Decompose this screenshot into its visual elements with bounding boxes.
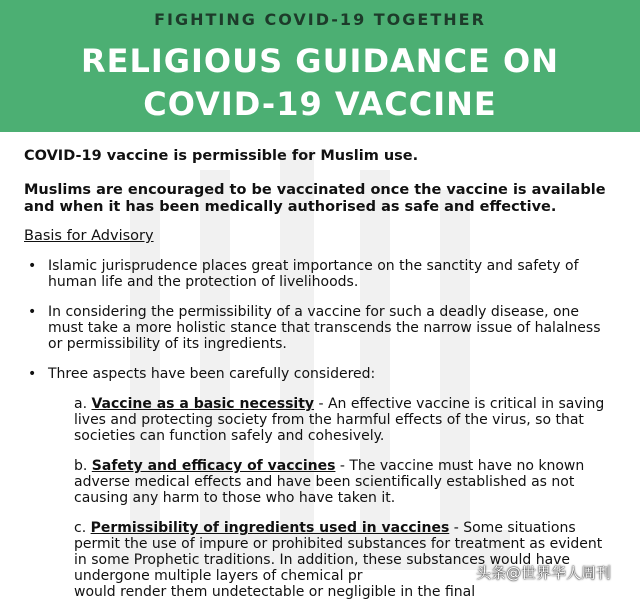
bullet-dot-icon: •: [28, 258, 37, 274]
watermark-text: 头条@世界华人周刊: [476, 564, 612, 582]
aspect-text-tail: would render them undetectable or negligible in the final: [74, 584, 476, 600]
aspect-heading: Vaccine as a basic necessity: [91, 396, 315, 412]
bullet-item: [24, 258, 614, 290]
intro-encouragement: Muslims are encouraged to be vaccinated once the vaccine is available and when it has been medically authorised as safe and effective.: [24, 182, 606, 215]
aspect-prefix: b.: [74, 458, 88, 474]
aspect-a: [74, 396, 614, 444]
bullet-item: [24, 304, 614, 352]
title-line-1: RELIGIOUS GUIDANCE ON: [80, 42, 560, 80]
header-banner: [0, 0, 640, 132]
bullet-text: Islamic jurisprudence places great importance on the sanctity and safety of human life and the protection of livelihoods.: [48, 258, 579, 290]
aspect-c: [74, 520, 614, 600]
basis-heading: Basis for Advisory: [24, 228, 154, 244]
aspect-heading: Permissibility of ingredients used in vaccines: [90, 520, 450, 536]
bullet-item: [24, 366, 614, 382]
bullet-text: In considering the permissibility of a vaccine for such a deadly disease, one must take a more holistic stance that transcends the narrow issue of halalness or permissibility of its ingredients.: [48, 304, 601, 352]
aspect-b: [74, 458, 614, 506]
aspect-prefix: a.: [74, 396, 88, 412]
aspect-prefix: c.: [74, 520, 87, 536]
aspect-text: - An effective vaccine is critical in saving lives and protecting society from the harmful effects of the virus, so that societies can function safely and cohesively.: [74, 396, 605, 444]
kicker: FIGHTING COVID-19 TOGETHER: [154, 10, 486, 29]
bullet-text: Three aspects have been carefully considered:: [48, 366, 376, 382]
aspect-text: - Some situations permit the use of impure or prohibited substances for treatment as evident in some Prophetic traditions. In addition, these substances would have undergone multiple layers of chemical pr: [74, 520, 603, 584]
bullet-dot-icon: •: [28, 304, 37, 320]
aspect-text: - The vaccine must have no known adverse medical effects and have been scientifically established as not causing any harm to those who have taken it.: [74, 458, 585, 506]
intro-statement: COVID-19 vaccine is permissible for Muslim use.: [24, 148, 419, 164]
title-line-2: COVID-19 VACCINE: [143, 85, 497, 123]
bullet-dot-icon: •: [28, 366, 37, 382]
aspect-heading: Safety and efficacy of vaccines: [91, 458, 336, 474]
